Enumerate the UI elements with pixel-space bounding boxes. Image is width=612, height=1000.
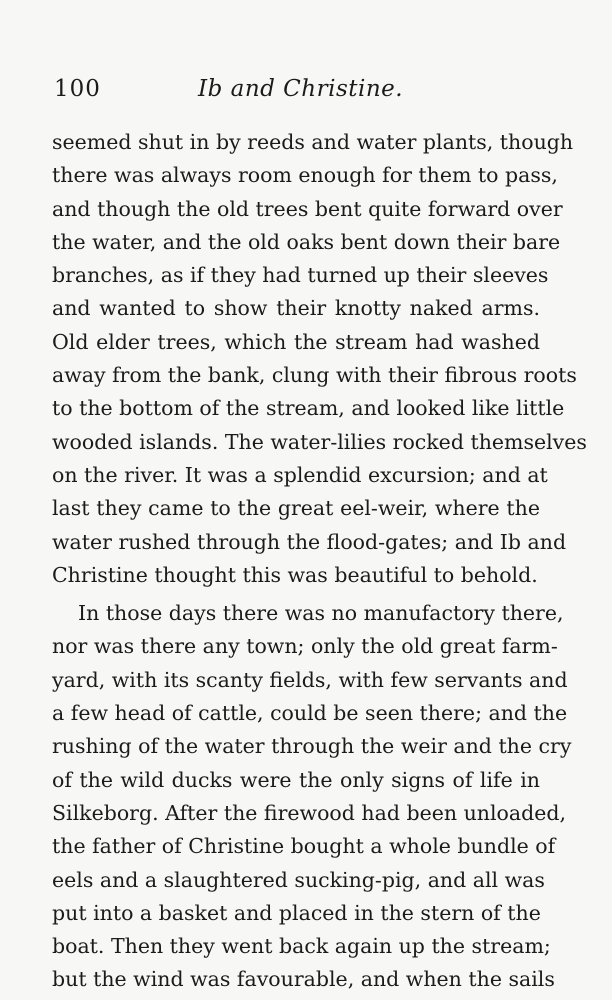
text-line: to the bottom of the stream, and looked like little (52, 396, 565, 421)
text-line: the father of Christine bought a whole bundle of (52, 834, 556, 859)
text-line: and though the old trees bent quite forward over (52, 196, 563, 221)
text-line: Christine thought this was beautiful to behold. (52, 562, 538, 587)
text-line: and wanted to show their knotty naked arms. (52, 296, 540, 321)
text-line: rushing of the water through the weir and the cry (52, 734, 572, 759)
paragraph-1 (52, 126, 587, 592)
text-line: on the river. It was a splendid excursion; and at (52, 462, 548, 487)
body-text (52, 126, 587, 997)
page-number: 100 (54, 76, 101, 102)
text-line: eels and a slaughtered sucking-pig, and all was (52, 867, 545, 892)
text-line: away from the bank, clung with their fibrous roots (52, 363, 577, 388)
text-line: a few head of cattle, could be seen there; and the (52, 701, 568, 726)
running-head (0, 74, 612, 104)
text-line: In those days there was no manufactory there, (78, 601, 564, 626)
text-line: branches, as if they had turned up their sleeves (52, 263, 549, 288)
text-line: water rushed through the flood-gates; and Ib and (52, 529, 567, 554)
running-title: Ib and Christine. (198, 76, 404, 102)
text-line: put into a basket and placed in the stern of the (52, 900, 541, 925)
paragraph-2 (52, 597, 572, 997)
text-line: wooded islands. The water-lilies rocked themselves (52, 429, 587, 454)
text-line: of the wild ducks were the only signs of life in (52, 767, 540, 792)
text-line: boat. Then they went back again up the stream; (52, 934, 551, 959)
text-line: Silkeborg. After the firewood had been unloaded, (52, 800, 567, 825)
text-line: last they came to the great eel-weir, where the (52, 496, 540, 521)
text-line: nor was there any town; only the old great farm- (52, 634, 558, 659)
text-line: yard, with its scanty fields, with few servants and (52, 667, 568, 692)
text-line: there was always room enough for them to pass, (52, 163, 558, 188)
text-line: Old elder trees, which the stream had washed (52, 329, 540, 354)
text-line: the water, and the old oaks bent down their bare (52, 229, 561, 254)
text-line: seemed shut in by reeds and water plants, though (52, 130, 574, 154)
text-line: but the wind was favourable, and when the sails (52, 967, 555, 992)
